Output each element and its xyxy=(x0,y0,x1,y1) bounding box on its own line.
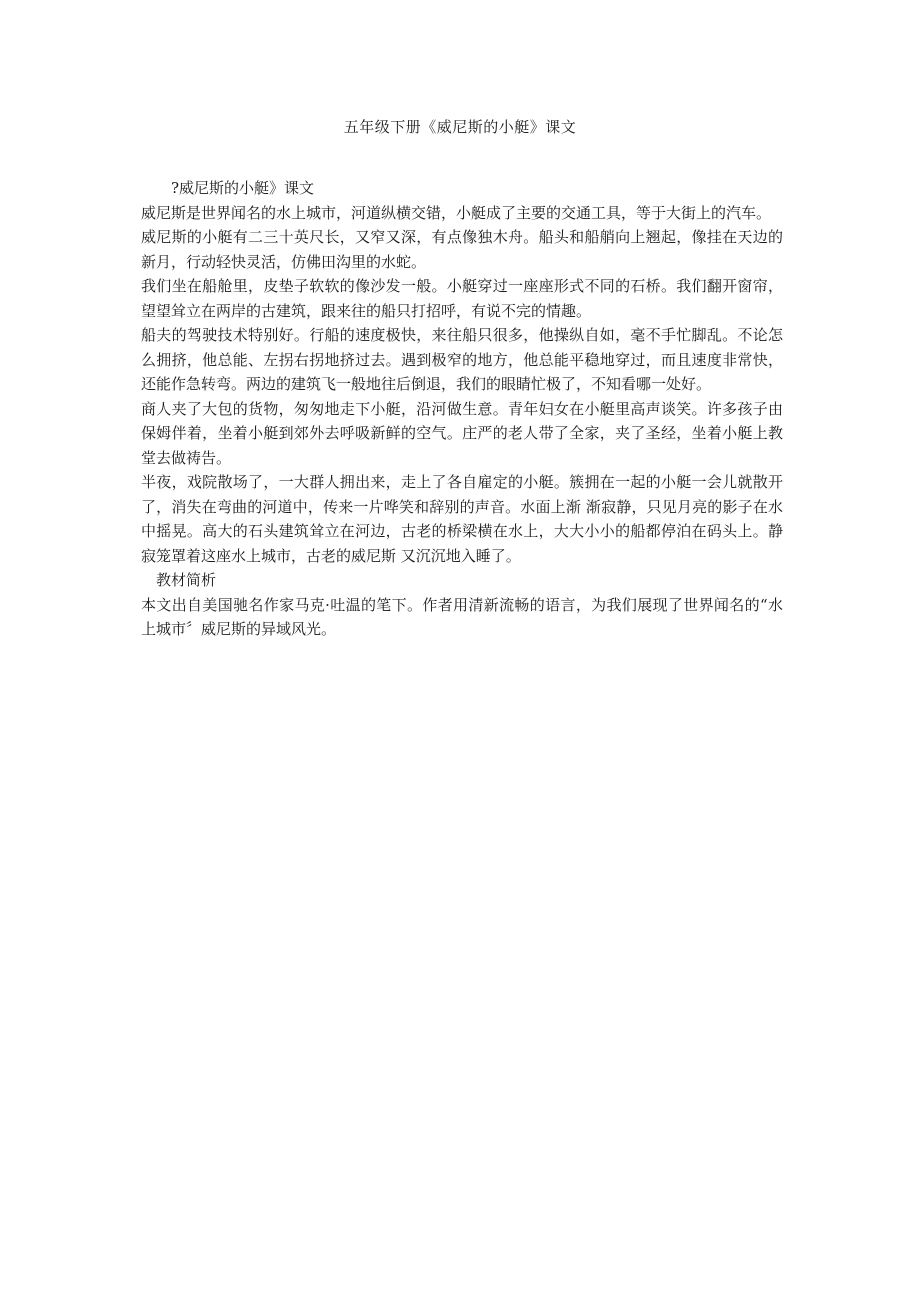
section-heading: 教材简析 xyxy=(156,571,217,589)
analysis-paragraph: 本文出自美国驰名作家马克·吐温的笔下。作者用清新流畅的语言，为我们展现了世界闻名的“水上城市〞威尼斯的异域风光。 xyxy=(141,595,783,638)
paragraph-5: 商人夹了大包的货物，匆匆地走下小艇，沿河做生意。青年妇女在小艇里高声谈笑。许多孩子由保姆伴着，坐着小艇到郊外去呼吸新鲜的空气。庄严的老人带了全家，夹了圣经，坐着小艇上教堂去做祷告。 xyxy=(141,399,783,467)
paragraph-3: 我们坐在船舱里，皮垫子软软的像沙发一般。小艇穿过一座座形式不同的石桥。我们翻开窗帘，望望耸立在两岸的古建筑，跟来往的船只打招呼，有说不完的情趣。 xyxy=(141,277,783,320)
paragraph-2: 威尼斯的小艇有二三十英尺长，又窄又深，有点像独木舟。船头和船艄向上翘起，像挂在天边的新月，行动轻快灵活，仿佛田沟里的水蛇。 xyxy=(141,228,783,271)
paragraph-6: 半夜，戏院散场了，一大群人拥出来，走上了各自雇定的小艇。簇拥在一起的小艇一会儿就散开了，消失在弯曲的河道中，传来一片哗笑和辞别的声音。水面上渐 渐寂静，只见月亮的影子在水中摇晃。高大的石头建筑耸立在河边，古老的桥梁横在水上，大大小小的船都停泊在码头上。静寂笼罩着这座水上城市，古老的威尼斯 又沉沉地入睡了。 xyxy=(141,473,783,565)
paragraph-1: 威尼斯是世界闻名的水上城市，河道纵横交错，小艇成了主要的交通工具，等于大街上的汽车。 xyxy=(141,203,772,222)
lesson-subtitle: ?威尼斯的小艇》课文 xyxy=(171,179,315,197)
page-title: 五年级下册《威尼斯的小艇》课文 xyxy=(343,118,577,136)
document-body xyxy=(141,176,783,642)
paragraph-4: 船夫的驾驶技术特别好。行船的速度极快，来往船只很多，他操纵自如，毫不手忙脚乱。不论怎么拥挤，他总能、左拐右拐地挤过去。遇到极窄的地方，他总能平稳地穿过，而且速度非常快，还能作急转弯。两边的建筑飞一般地往后倒退，我们的眼睛忙极了，不知看哪一处好。 xyxy=(141,326,783,393)
